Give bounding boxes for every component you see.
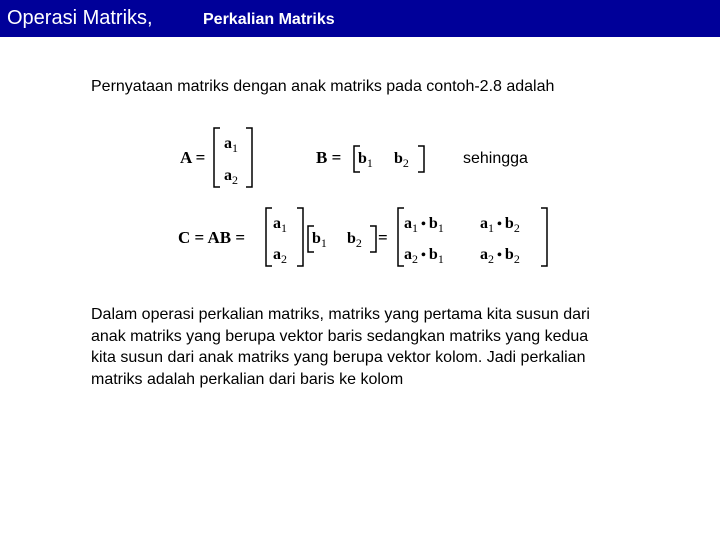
- matrix-c-col-left-bracket: [266, 208, 272, 266]
- matrix-a-left-bracket: [214, 128, 220, 187]
- intro-text: Pernyataan matriks dengan anak matriks pada contoh-2.8 adalah: [91, 78, 555, 95]
- matrix-b-entry-2: $b_2$: [394, 150, 409, 170]
- matrix-c-col-entry-2: $a_2$: [273, 246, 287, 266]
- paragraph-line: kita susun dari anak matriks yang berupa vektor kolom. Jadi perkalian: [91, 349, 586, 366]
- matrix-c-lhs: C = AB =: [178, 228, 246, 247]
- matrix-c-col-entry-1: $a_1$: [273, 215, 287, 235]
- connector-text: sehingga: [463, 150, 528, 167]
- matrix-b-right-bracket: [418, 146, 424, 172]
- matrix-c-row-right-bracket: [370, 226, 376, 252]
- matrix-c-result-11: $a_1$ • $b_1$: [404, 215, 444, 235]
- matrix-a-lhs: A =: [180, 148, 206, 167]
- matrix-c-equals: =: [378, 228, 388, 247]
- matrix-c-result-12: $a_1$ • $b_2$: [480, 215, 520, 235]
- matrix-b-equation: [316, 146, 424, 172]
- paragraph-line: matriks adalah perkalian dari baris ke kolom: [91, 370, 404, 388]
- matrix-c-equation: [178, 208, 547, 266]
- matrix-b-lhs: B =: [316, 148, 342, 167]
- matrix-a-entry-1: $a_1$: [224, 135, 238, 155]
- matrix-b-entry-1: $b_1$: [358, 150, 373, 170]
- matrix-c-row-entry-2: $b_2$: [347, 230, 362, 250]
- matrix-c-col-right-bracket: [297, 208, 303, 266]
- matrix-c-result-22: $a_2$ • $b_2$: [480, 246, 520, 266]
- matrix-a-equation: [180, 128, 252, 187]
- title-main: Operasi Matriks,: [7, 7, 153, 29]
- matrix-a-entry-2: $a_2$: [224, 167, 238, 187]
- title-subtitle: Perkalian Matriks: [203, 11, 335, 28]
- matrix-c-result-right-bracket: [541, 208, 547, 266]
- paragraph-line: anak matriks yang berupa vektor baris sedangkan matriks yang kedua: [91, 327, 589, 345]
- matrix-c-result-21: $a_2$ • $b_1$: [404, 246, 444, 266]
- explanation-paragraph: [91, 304, 691, 390]
- matrix-c-row-entry-1: $b_1$: [312, 230, 327, 250]
- matrix-a-right-bracket: [246, 128, 252, 187]
- paragraph-line: Dalam operasi perkalian matriks, matriks yang pertama kita susun dari: [91, 306, 590, 323]
